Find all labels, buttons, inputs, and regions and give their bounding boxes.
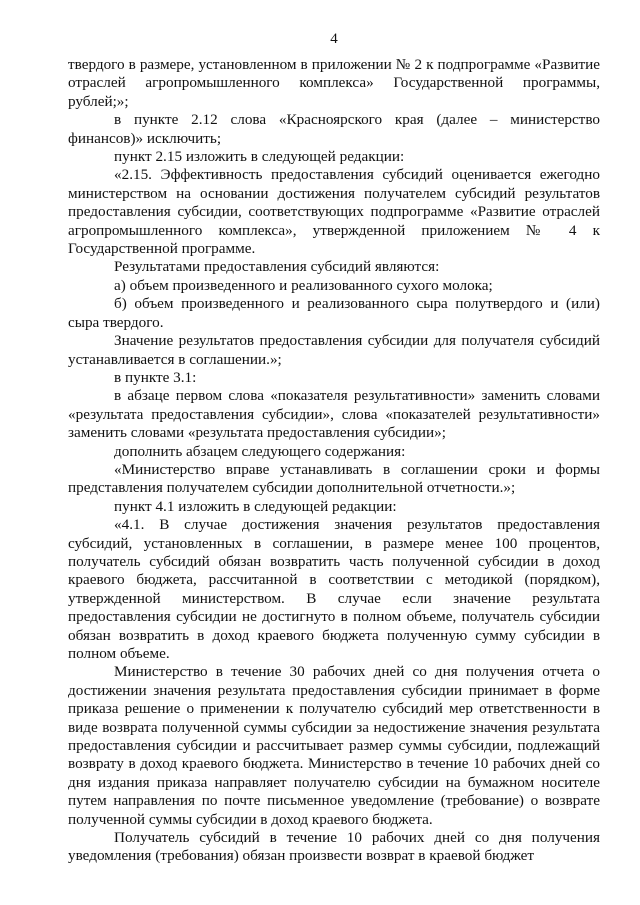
paragraph: твердого в размере, установленном в приложении № 2 к подпрограмме «Развитие отраслей агропромышленного комплекса» Государственной программы, рублей;»;: [68, 56, 600, 110]
paragraph: в пункте 3.1:: [114, 368, 197, 386]
paragraph: в пункте 2.12 слова «Красноярского края (далее – министерство финансов)» исключить;: [68, 111, 600, 147]
paragraph: «Министерство вправе устанавливать в соглашении сроки и формы представления получателем субсидии дополнительной отчетности.»;: [68, 460, 600, 497]
paragraph: пункт 4.1 изложить в следующей редакции:: [114, 497, 397, 515]
paragraph: Значение результатов предоставления субсидии для получателя субсидий устанавливается в соглашении.»;: [68, 332, 600, 368]
paragraph: а) объем произведенного и реализованного сухого молока;: [114, 276, 493, 294]
paragraph: б) объем произведенного и реализованного сыра полутвердого и (или) сыра твердого.: [68, 295, 600, 331]
paragraph: Министерство в течение 30 рабочих дней со дня получения отчета о достижении значения результата предоставления субсидии принимает в форме приказа решение о применении к получателю субсидий мер ответственности в виде возврата полученной суммы субсидии за недостижение значения результата предоставления субсидии и рассчитывает размер суммы субсидии, подлежащий возврату в доход краевого бюджета. Министерство в течение 10 рабочих дней со дня издания приказа направляет получателю субсидии на бумажном носителе путем направления по почте письменное уведомление (требование) о возврате полученной суммы субсидии в доход краевого бюджета.: [68, 663, 600, 828]
paragraph: пункт 2.15 изложить в следующей редакции:: [114, 148, 405, 166]
page-number: 4: [330, 31, 338, 47]
paragraph: Результатами предоставления субсидий являются:: [114, 258, 440, 276]
paragraph: дополнить абзацем следующего содержания:: [114, 442, 406, 460]
paragraph: Получатель субсидий в течение 10 рабочих дней со дня получения уведомления (требования) обязан произвести возврат в краевой бюджет: [68, 829, 600, 865]
paragraph: в абзаце первом слова «показателя результативности» заменить словами «результата предоставления субсидии», слова «показателей результативности» заменить словами «результата предоставления субсидии»;: [68, 387, 600, 442]
paragraph: «4.1. В случае достижения значения результатов предоставления субсидий, установленных в соглашении, в размере менее 100 процентов, получатель субсидий обязан возвратить часть полученной субсидии в доход краевого бюджета, рассчитанной в соответствии с методикой (порядком), утвержденной министерством. В случае если значение результата предоставления субсидии не достигнуто в полном объеме, получатель субсидии обязан возвратить в доход краевого бюджета полученную сумму субсидии в полном объеме.: [68, 516, 600, 662]
paragraph: «2.15. Эффективность предоставления субсидий оценивается ежегодно министерством на основании достижения получателем субсидий результатов предоставления субсидии, соответствующих подпрограмме «Развитие отраслей агропромышленного комплекса», утвержденной приложением № 4 к Государственной программе.: [68, 166, 600, 258]
